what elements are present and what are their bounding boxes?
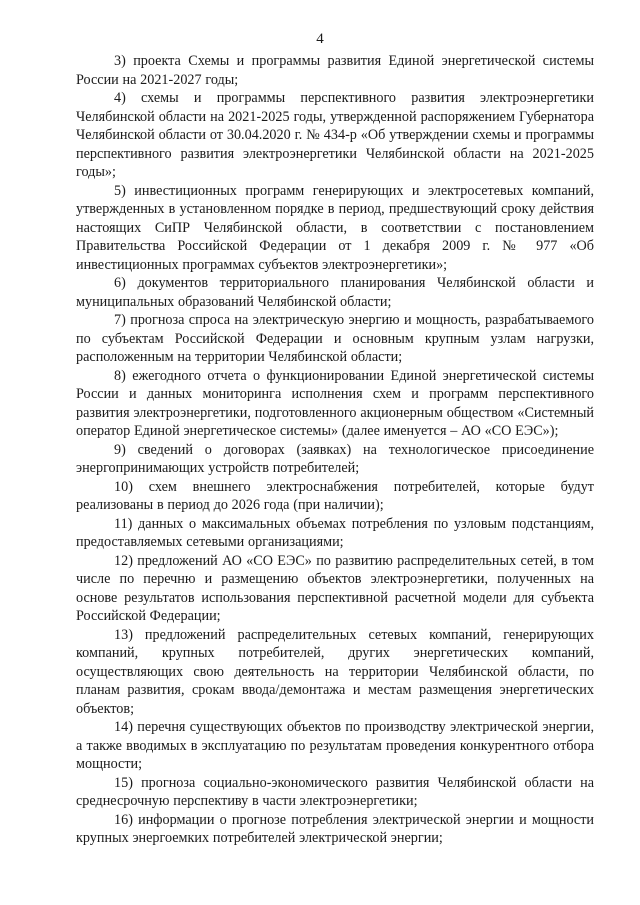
page-number: 4 xyxy=(316,31,324,47)
list-item-3: 3) проекта Схемы и программы развития Единой энергетической системы России на 2021-2027 годы; xyxy=(76,53,594,88)
list-item-15: 15) прогноза социально-экономического развития Челябинской области на среднесрочную перспективу в части электроэнергетики; xyxy=(76,774,594,809)
list-item-16: 16) информации о прогнозе потребления электрической энергии и мощности крупных энергоемких потребителей электрической энергии; xyxy=(76,811,594,846)
list-item-7: 7) прогноза спроса на электрическую энергию и мощность, разрабатываемого по субъектам Российской Федерации и основным крупным узлам нагрузки, расположенным на территории Челябинской области; xyxy=(76,312,594,365)
list-item-11: 11) данных о максимальных объемах потребления по узловым подстанциям, предоставляемых сетевыми организациями; xyxy=(76,515,594,550)
list-item-6: 6) документов территориального планирования Челябинской области и муниципальных образований Челябинской области; xyxy=(76,275,594,310)
list-item-14: 14) перечня существующих объектов по производству электрической энергии, а также вводимых в эксплуатацию по результатам проведения конкурентного отбора мощности; xyxy=(76,719,594,772)
list-item-8: 8) ежегодного отчета о функционировании Единой энергетической системы России и данных мониторинга исполнения схем и программ перспективного развития электроэнергетики, подготовленного акционерным обществом «Системный оператор Единой энергетическое системы» (далее именуется – АО «СО ЕЭС»); xyxy=(76,367,594,439)
list-item-9: 9) сведений о договорах (заявках) на технологическое присоединение энергопринимающих устройств потребителей; xyxy=(76,441,594,476)
list-item-5: 5) инвестиционных программ генерирующих и электросетевых компаний, утвержденных в установленном порядке в период, предшествующий сроку действия настоящих СиПР Челябинской области, в соответствии с постановлением Правительства Российской Федерации от 1 декабря 2009 г. № 977 «Об инвестиционных программах субъектов электроэнергетики»; xyxy=(76,182,594,273)
list-item-13: 13) предложений распределительных сетевых компаний, генерирующих компаний, крупных потребителей, других энергетических компаний, осуществляющих свою деятельность на территории Челябинской области, по планам развития, срокам ввода/демонтажа и местам размещения энергетических объектов; xyxy=(76,626,594,717)
list-item-12: 12) предложений АО «СО ЕЭС» по развитию распределительных сетей, в том числе по перечню и размещению объектов электроэнергетики, полученных на основе результатов использования перспективной расчетной модели для субъекта Российской Федерации; xyxy=(76,552,594,624)
list-item-10: 10) схем внешнего электроснабжения потребителей, которые будут реализованы в период до 2026 года (при наличии); xyxy=(76,478,594,513)
document-body xyxy=(76,52,594,848)
list-item-4: 4) схемы и программы перспективного развития электроэнергетики Челябинской области на 2021-2025 годы, утвержденной распоряжением Губернатора Челябинской области от 30.04.2020 г. № 434-р «Об утверждении схемы и программы перспективного развития электроэнергетики Челябинской области на 2021-2025 годы»; xyxy=(76,90,594,180)
